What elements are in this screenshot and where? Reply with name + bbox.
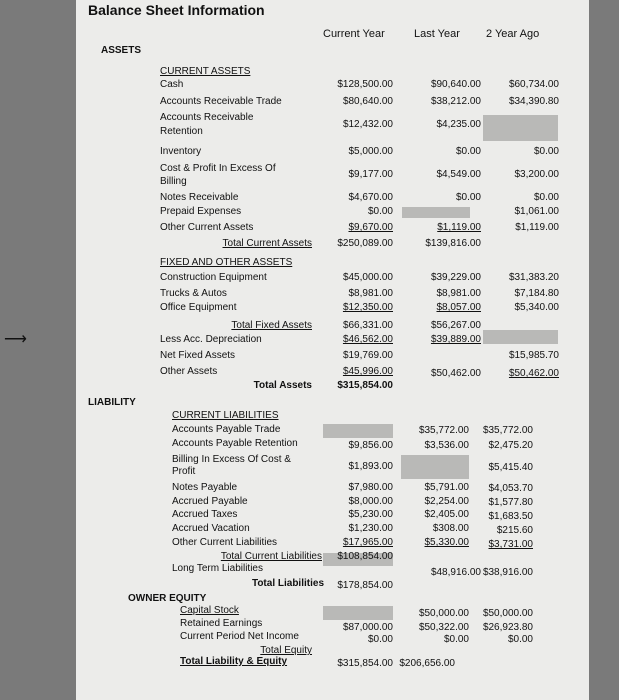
cell-current-year: $5,230.00 xyxy=(348,509,393,520)
total-assets-label: Total Assets xyxy=(253,380,312,391)
fixed-assets-heading: FIXED AND OTHER ASSETS xyxy=(160,257,293,268)
col-header-2-year-ago: 2 Year Ago xyxy=(486,28,540,40)
cell-2-year-ago: $0.00 xyxy=(533,192,559,203)
cell-2-year-ago: $60,734.00 xyxy=(508,79,559,90)
cell-last-year: $2,254.00 xyxy=(424,496,469,507)
cell-current-year: $12,432.00 xyxy=(342,119,393,130)
total-fixed-assets-ly: $56,267.00 xyxy=(430,320,481,331)
total-liabilities-cy: $178,854.00 xyxy=(337,580,393,591)
row-label: Other Current Liabilities xyxy=(172,537,278,548)
cell-2-year-ago: $1,119.00 xyxy=(515,222,559,233)
cell-current-year: $1,893.00 xyxy=(348,461,393,472)
row-label: Current Period Net Income xyxy=(180,631,299,642)
row-label: Accounts Payable Trade xyxy=(172,424,281,435)
row-label-continued: Billing xyxy=(160,176,187,187)
cell-2-year-ago: $1,683.50 xyxy=(488,511,533,522)
total-current-assets-label: Total Current Assets xyxy=(222,238,312,249)
cell-current-year: $8,981.00 xyxy=(348,288,393,299)
current-assets-heading: CURRENT ASSETS xyxy=(160,66,251,77)
cell-current-year: $87,000.00 xyxy=(342,622,393,633)
empty-cell-shade xyxy=(323,606,393,620)
cell-2-year-ago: $50,000.00 xyxy=(482,608,533,619)
cell-last-year: $5,791.00 xyxy=(424,482,469,493)
cell-2-year-ago: $31,383.20 xyxy=(508,272,559,283)
cell-last-year: $2,405.00 xyxy=(424,509,469,520)
owner-equity-heading: OWNER EQUITY xyxy=(128,593,207,604)
cell-2-year-ago: $1,061.00 xyxy=(514,206,559,217)
cell-last-year: $0.00 xyxy=(455,192,481,203)
col-header-last-year: Last Year xyxy=(414,28,460,40)
long-term-liabilities-ya: $38,916.00 xyxy=(482,567,533,578)
cell-last-year: $39,229.00 xyxy=(430,272,481,283)
row-label: Accrued Vacation xyxy=(172,523,250,534)
cell-last-year: $308.00 xyxy=(432,523,469,534)
cell-current-year: $12,350.00 xyxy=(342,302,393,313)
net-fixed-assets-ya: $15,985.70 xyxy=(508,350,559,361)
assets-label: ASSETS xyxy=(101,45,142,56)
cell-current-year: $9,177.00 xyxy=(348,169,393,180)
cell-last-year: $0.00 xyxy=(443,634,469,645)
liability-label: LIABILITY xyxy=(88,397,136,408)
cell-last-year: $5,330.00 xyxy=(424,537,469,548)
cell-current-year: $80,640.00 xyxy=(342,96,393,107)
cell-2-year-ago: $26,923.80 xyxy=(482,622,533,633)
cell-2-year-ago: $0.00 xyxy=(507,634,533,645)
total-current-liabilities-cy: $108,854.00 xyxy=(337,551,393,562)
net-fixed-assets-cy: $19,769.00 xyxy=(342,350,393,361)
other-assets-cy: $45,996.00 xyxy=(342,366,393,377)
balance-sheet-page xyxy=(76,0,589,700)
cell-current-year: $45,000.00 xyxy=(342,272,393,283)
total-liability-equity-cy: $315,854.00 xyxy=(337,658,393,669)
depreciation-ly: $39,889.00 xyxy=(430,334,481,345)
cell-last-year: $35,772.00 xyxy=(418,425,469,436)
cell-2-year-ago: $1,577.80 xyxy=(488,497,533,508)
cell-last-year: $1,119.00 xyxy=(437,222,481,233)
row-label: Retained Earnings xyxy=(180,618,263,629)
row-label-continued: Profit xyxy=(172,466,196,477)
cell-last-year: $50,322.00 xyxy=(418,622,469,633)
cell-last-year: $8,981.00 xyxy=(436,288,481,299)
row-label: Billing In Excess Of Cost & xyxy=(172,454,291,465)
cell-current-year: $7,980.00 xyxy=(348,482,393,493)
empty-cell-shade xyxy=(323,424,393,438)
net-fixed-assets-label: Net Fixed Assets xyxy=(160,350,236,361)
current-liabilities-heading: CURRENT LIABILITIES xyxy=(172,410,279,421)
cell-current-year: $9,856.00 xyxy=(348,440,393,451)
row-label: Other Current Assets xyxy=(160,222,254,233)
depreciation-cy: $46,562.00 xyxy=(342,334,393,345)
other-assets-ly: $50,462.00 xyxy=(430,368,481,379)
long-term-liabilities-label: Long Term Liabilities xyxy=(172,563,263,574)
row-label: Trucks & Autos xyxy=(160,288,227,299)
row-label: Accounts Payable Retention xyxy=(172,438,298,449)
total-fixed-assets-label: Total Fixed Assets xyxy=(231,320,312,331)
row-label: Accrued Taxes xyxy=(172,509,238,520)
row-label: Accrued Payable xyxy=(172,496,248,507)
total-liability-equity-label: Total Liability & Equity xyxy=(180,656,288,667)
cell-last-year: $50,000.00 xyxy=(418,608,469,619)
cell-current-year: $5,000.00 xyxy=(348,146,393,157)
row-label: Inventory xyxy=(160,146,202,157)
cell-2-year-ago: $5,415.40 xyxy=(488,462,533,473)
cell-last-year: $3,536.00 xyxy=(424,440,469,451)
total-liabilities-label: Total Liabilities xyxy=(251,578,324,589)
empty-cell-shade xyxy=(401,455,469,479)
empty-cell-shade xyxy=(483,330,558,344)
other-assets-label: Other Assets xyxy=(160,366,218,377)
row-label: Cost & Profit In Excess Of xyxy=(160,163,276,174)
cell-current-year: $0.00 xyxy=(367,206,393,217)
total-liability-equity-ly: $206,656.00 xyxy=(399,658,455,669)
col-header-current-year: Current Year xyxy=(323,28,385,40)
total-current-assets-ly: $139,816.00 xyxy=(425,238,481,249)
cell-2-year-ago: $3,200.00 xyxy=(514,169,559,180)
cell-last-year: $8,057.00 xyxy=(436,302,481,313)
cell-last-year: $4,549.00 xyxy=(436,169,481,180)
cell-current-year: $1,230.00 xyxy=(348,523,393,534)
cell-current-year: $17,965.00 xyxy=(342,537,393,548)
row-label: Office Equipment xyxy=(160,302,237,313)
total-current-liabilities-label: Total Current Liabilities xyxy=(220,551,322,562)
row-label: Capital Stock xyxy=(180,605,239,616)
cell-last-year: $90,640.00 xyxy=(430,79,481,90)
cell-last-year: $38,212.00 xyxy=(430,96,481,107)
cell-2-year-ago: $2,475.20 xyxy=(488,440,533,451)
total-assets-cy: $315,854.00 xyxy=(337,380,393,391)
cell-2-year-ago: $35,772.00 xyxy=(482,425,533,436)
row-label: Construction Equipment xyxy=(160,272,267,283)
row-label-continued: Retention xyxy=(160,126,203,137)
row-label: Accounts Receivable Trade xyxy=(160,96,282,107)
empty-cell-shade xyxy=(483,115,558,141)
arrow-cursor-icon: ⟶ xyxy=(4,331,27,348)
cell-2-year-ago: $7,184.80 xyxy=(514,288,559,299)
row-label: Notes Payable xyxy=(172,482,238,493)
cell-2-year-ago: $215.60 xyxy=(496,525,533,536)
cell-current-year: $9,670.00 xyxy=(348,222,393,233)
cell-current-year: $4,670.00 xyxy=(348,192,393,203)
total-equity-label: Total Equity xyxy=(260,645,312,656)
row-label: Cash xyxy=(160,79,184,90)
cell-current-year: $8,000.00 xyxy=(348,496,393,507)
row-label: Notes Receivable xyxy=(160,192,239,203)
other-assets-ya: $50,462.00 xyxy=(508,368,559,379)
empty-cell-shade xyxy=(402,207,470,218)
depreciation-label: Less Acc. Depreciation xyxy=(160,334,262,345)
row-label: Prepaid Expenses xyxy=(160,206,242,217)
cell-last-year: $4,235.00 xyxy=(436,119,481,130)
cell-2-year-ago: $5,340.00 xyxy=(514,302,559,313)
cell-last-year: $0.00 xyxy=(455,146,481,157)
total-fixed-assets-cy: $66,331.00 xyxy=(342,320,393,331)
cell-2-year-ago: $0.00 xyxy=(533,146,559,157)
cell-2-year-ago: $4,053.70 xyxy=(488,483,533,494)
cell-current-year: $0.00 xyxy=(367,634,393,645)
cell-2-year-ago: $3,731.00 xyxy=(488,539,533,550)
cell-2-year-ago: $34,390.80 xyxy=(508,96,559,107)
long-term-liabilities-ly: $48,916.00 xyxy=(430,567,481,578)
total-current-assets-cy: $250,089.00 xyxy=(337,238,393,249)
cell-current-year: $128,500.00 xyxy=(337,79,393,90)
row-label: Accounts Receivable xyxy=(160,112,254,123)
page-title: Balance Sheet Information xyxy=(88,2,265,18)
